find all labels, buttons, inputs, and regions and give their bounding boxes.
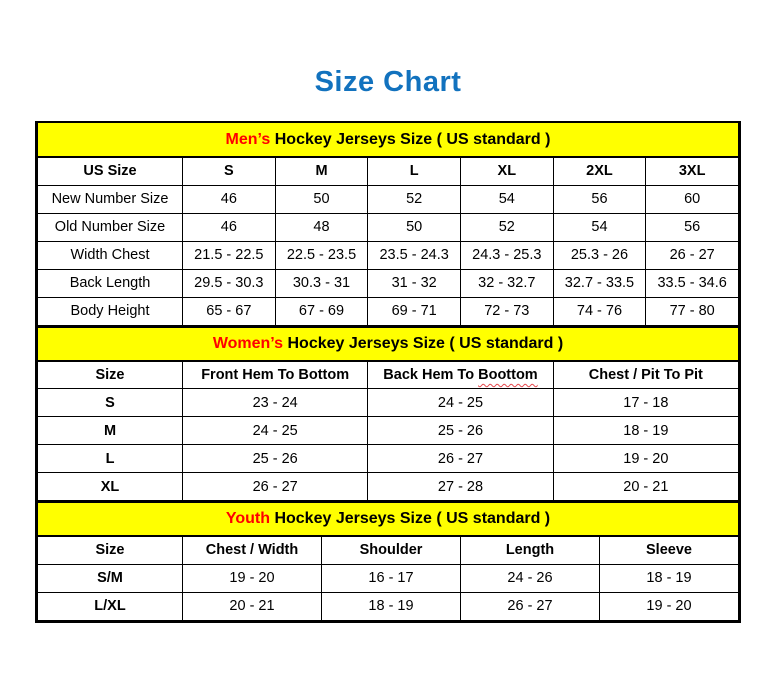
column-header: Length — [461, 536, 600, 564]
column-header-text: Back Hem To — [383, 366, 475, 383]
table-row — [38, 185, 739, 213]
size-value-cell: 17 - 18 — [553, 389, 738, 417]
size-value-cell: 26 - 27 — [183, 473, 368, 501]
size-value-cell: 18 - 19 — [553, 417, 738, 445]
size-value-cell: 23.5 - 24.3 — [368, 241, 461, 269]
youth-highlight-text: Youth — [225, 510, 270, 527]
table-row — [38, 473, 739, 501]
size-value-cell: 33.5 - 34.6 — [646, 269, 739, 297]
youth-section-banner — [38, 502, 739, 536]
size-value-cell: 20 - 21 — [553, 473, 738, 501]
size-value-cell: 25 - 26 — [183, 445, 368, 473]
size-value-cell: 77 - 80 — [646, 297, 739, 325]
size-value-cell: 27 - 28 — [368, 473, 553, 501]
page-title: Size Chart — [314, 66, 462, 98]
size-value-cell: 54 — [460, 185, 553, 213]
row-label: L — [38, 445, 183, 473]
size-value-cell: 23 - 24 — [183, 389, 368, 417]
table-row — [38, 564, 739, 592]
youth-column-header-row — [38, 536, 739, 564]
column-header: 3XL — [646, 157, 739, 185]
size-value-cell: 52 — [460, 213, 553, 241]
table-row — [38, 417, 739, 445]
size-value-cell: 46 — [183, 213, 276, 241]
size-value-cell: 74 - 76 — [553, 297, 646, 325]
size-value-cell: 32.7 - 33.5 — [553, 269, 646, 297]
size-value-cell: 26 - 27 — [368, 445, 553, 473]
size-value-cell: 56 — [646, 213, 739, 241]
size-value-cell: 69 - 71 — [368, 297, 461, 325]
mens-highlight-text: Men’s — [225, 130, 271, 148]
size-value-cell: 32 - 32.7 — [460, 269, 553, 297]
size-value-cell: 26 - 27 — [461, 592, 600, 620]
size-value-cell: 21.5 - 22.5 — [183, 241, 276, 269]
column-header: Sleeve — [600, 536, 739, 564]
table-row — [38, 592, 739, 620]
size-value-cell: 50 — [368, 213, 461, 241]
size-value-cell: 52 — [368, 185, 461, 213]
row-label: Back Length — [38, 269, 183, 297]
column-header — [368, 361, 553, 389]
youth-title-text: Hockey Jerseys Size ( US standard ) — [274, 510, 551, 527]
size-value-cell: 67 - 69 — [275, 297, 368, 325]
column-header: S — [183, 157, 276, 185]
row-label: M — [38, 417, 183, 445]
size-value-cell: 19 - 20 — [183, 564, 322, 592]
column-header: M — [275, 157, 368, 185]
size-value-cell: 19 - 20 — [600, 592, 739, 620]
size-value-cell: 19 - 20 — [553, 445, 738, 473]
womens-section-banner — [38, 327, 739, 361]
row-label: S — [38, 389, 183, 417]
size-value-cell: 30.3 - 31 — [275, 269, 368, 297]
column-header: Size — [38, 536, 183, 564]
size-value-cell: 22.5 - 23.5 — [275, 241, 368, 269]
size-chart-tables — [35, 121, 741, 623]
size-value-cell: 24.3 - 25.3 — [460, 241, 553, 269]
size-value-cell: 54 — [553, 213, 646, 241]
size-value-cell: 46 — [183, 185, 276, 213]
column-header: US Size — [38, 157, 183, 185]
size-value-cell: 60 — [646, 185, 739, 213]
size-value-cell: 16 - 17 — [322, 564, 461, 592]
row-label: Width Chest — [38, 241, 183, 269]
womens-highlight-text: Women’s — [212, 334, 284, 352]
row-label: L/XL — [38, 592, 183, 620]
size-value-cell: 25.3 - 26 — [553, 241, 646, 269]
womens-column-header-row — [38, 361, 739, 389]
column-header: Size — [38, 361, 183, 389]
table-row — [38, 297, 739, 325]
size-value-cell: 72 - 73 — [460, 297, 553, 325]
table-row — [38, 241, 739, 269]
row-label: New Number Size — [38, 185, 183, 213]
size-value-cell: 48 — [275, 213, 368, 241]
misspelled-word: Boottom — [478, 366, 538, 383]
column-header: Chest / Width — [183, 536, 322, 564]
size-value-cell: 31 - 32 — [368, 269, 461, 297]
size-value-cell: 29.5 - 30.3 — [183, 269, 276, 297]
size-value-cell: 26 - 27 — [646, 241, 739, 269]
column-header: Front Hem To Bottom — [183, 361, 368, 389]
size-value-cell: 24 - 26 — [461, 564, 600, 592]
womens-title-text: Hockey Jerseys Size ( US standard ) — [287, 334, 564, 352]
youth-section-title — [38, 502, 739, 536]
size-value-cell: 25 - 26 — [368, 417, 553, 445]
column-header: Shoulder — [322, 536, 461, 564]
size-value-cell: 20 - 21 — [183, 592, 322, 620]
size-value-cell: 65 - 67 — [183, 297, 276, 325]
mens-column-header-row — [38, 157, 739, 185]
womens-size-table — [37, 326, 739, 502]
mens-size-table — [37, 123, 739, 326]
size-value-cell: 24 - 25 — [368, 389, 553, 417]
table-row — [38, 389, 739, 417]
row-label: XL — [38, 473, 183, 501]
table-row — [38, 213, 739, 241]
row-label: Old Number Size — [38, 213, 183, 241]
column-header: 2XL — [553, 157, 646, 185]
table-row — [38, 269, 739, 297]
row-label: S/M — [38, 564, 183, 592]
womens-section-title — [38, 327, 739, 361]
size-value-cell: 18 - 19 — [322, 592, 461, 620]
mens-section-title — [38, 123, 739, 157]
column-header: XL — [460, 157, 553, 185]
size-value-cell: 18 - 19 — [600, 564, 739, 592]
table-row — [38, 445, 739, 473]
size-value-cell: 50 — [275, 185, 368, 213]
youth-size-table — [37, 501, 739, 621]
mens-section-banner — [38, 123, 739, 157]
column-header: Chest / Pit To Pit — [553, 361, 738, 389]
size-value-cell: 56 — [553, 185, 646, 213]
column-header: L — [368, 157, 461, 185]
row-label: Body Height — [38, 297, 183, 325]
size-value-cell: 24 - 25 — [183, 417, 368, 445]
mens-title-text: Hockey Jerseys Size ( US standard ) — [274, 130, 551, 148]
